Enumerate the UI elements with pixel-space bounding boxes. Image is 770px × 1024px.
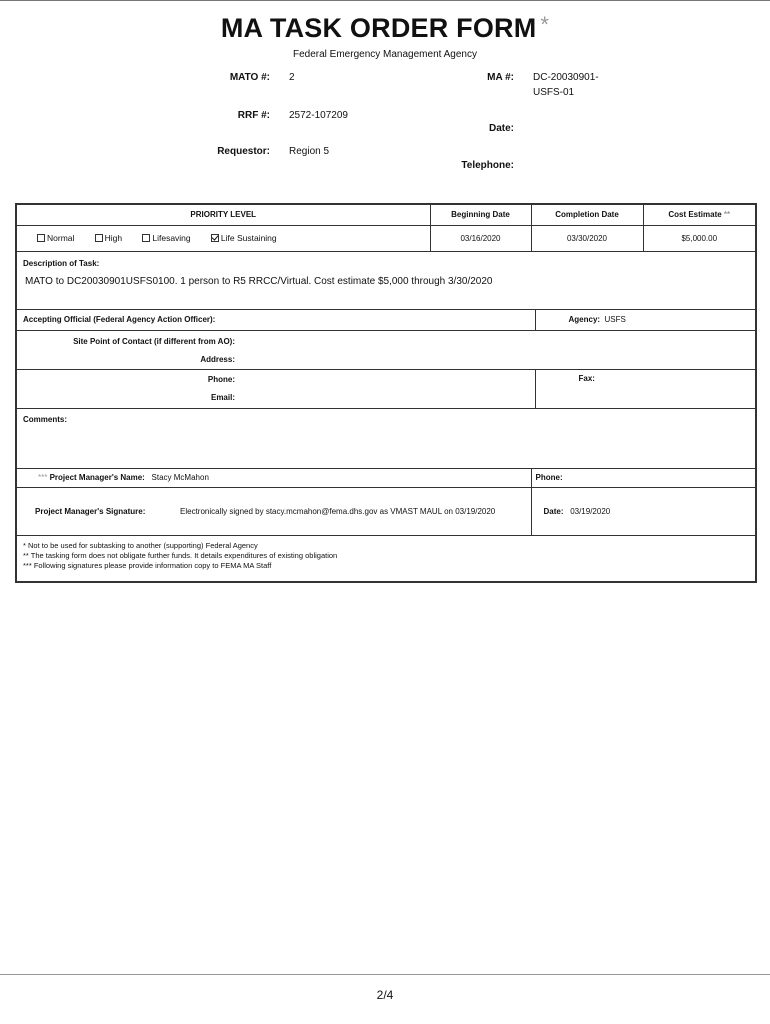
site-poc-row xyxy=(16,330,756,369)
pm-name-cell xyxy=(16,468,531,487)
agency-name: Federal Emergency Management Agency xyxy=(293,49,477,60)
form-title xyxy=(0,12,770,44)
note-2: ** The tasking form does not obligate further funds. It details expenditures of existing obligation xyxy=(23,550,338,560)
priority-options xyxy=(16,225,430,251)
note-1: * Not to be used for subtasking to another (supporting) Federal Agency xyxy=(23,540,258,550)
form-title-text: MA TASK ORDER FORM xyxy=(220,13,537,43)
checkbox-lifesaving-icon[interactable] xyxy=(142,234,150,242)
mato-label: MATO #: xyxy=(229,72,270,83)
completion-date-value: 03/30/2020 xyxy=(531,225,643,251)
title-star: * xyxy=(540,12,550,37)
notes-row xyxy=(16,535,756,582)
phone-label: Phone: xyxy=(207,375,235,384)
checkbox-life-sustaining-checked-icon[interactable] xyxy=(211,234,219,242)
pm-stars: *** xyxy=(38,473,48,482)
pm-date-label: Date: xyxy=(543,506,564,516)
phone-email-row xyxy=(16,369,756,408)
priority-label-life-sustaining: Life Sustaining xyxy=(220,233,277,243)
phone-email-cell xyxy=(16,369,535,408)
cost-estimate-header-text: Cost Estimate xyxy=(668,210,722,220)
date-label: Date: xyxy=(488,123,514,134)
requestor-label: Requestor: xyxy=(217,146,270,157)
footer-rule xyxy=(0,974,770,975)
accepting-official-label: Accepting Official (Federal Agency Action Officer): xyxy=(16,309,535,330)
agency-field-value: USFS xyxy=(604,315,626,324)
requestor-value: Region 5 xyxy=(289,146,330,157)
ma-label: MA #: xyxy=(487,72,514,83)
accepting-official-row xyxy=(16,309,756,330)
pm-name-label: Project Manager's Name: xyxy=(49,473,145,482)
pm-name-row xyxy=(16,468,756,487)
beginning-date-header: Beginning Date xyxy=(430,204,531,225)
pm-signature-row xyxy=(16,487,756,535)
pm-signature-label: Project Manager's Signature: xyxy=(35,506,146,516)
pm-phone-label: Phone: xyxy=(531,468,756,487)
priority-option-normal[interactable] xyxy=(37,233,74,243)
pm-signature-layout xyxy=(35,506,495,517)
site-poc-label: Site Point of Contact (if different from AO): xyxy=(73,337,235,346)
site-poc-cell xyxy=(16,330,756,369)
email-label: Email: xyxy=(210,393,235,402)
task-order-table xyxy=(15,203,757,583)
comments-row xyxy=(16,408,756,468)
checkbox-high-icon[interactable] xyxy=(95,234,103,242)
ma-value xyxy=(533,70,599,100)
rrf-label: RRF #: xyxy=(237,110,270,121)
description-row xyxy=(16,251,756,309)
priority-label-high: High xyxy=(104,233,123,243)
priority-label-normal: Normal xyxy=(47,233,75,243)
cost-estimate-stars: ** xyxy=(723,210,731,220)
telephone-label: Telephone: xyxy=(461,160,514,171)
cost-estimate-header xyxy=(643,204,756,225)
header-row xyxy=(16,204,756,225)
ma-value-line2: USFS-01 xyxy=(533,87,575,98)
pm-date-value: 03/19/2020 xyxy=(570,506,611,516)
ma-value-line1: DC-20030901- xyxy=(533,72,599,83)
priority-option-high[interactable] xyxy=(95,233,122,243)
priority-row xyxy=(16,225,756,251)
page-number: 2/4 xyxy=(376,988,394,1002)
priority-option-life-sustaining[interactable] xyxy=(211,233,277,243)
description-label: Description of Task: xyxy=(23,258,100,268)
address-label: Address: xyxy=(200,355,235,364)
note-3: *** Following signatures please provide information copy to FEMA MA Staff xyxy=(23,560,272,570)
description-cell xyxy=(16,251,756,309)
pm-signature-cell xyxy=(16,487,531,535)
pm-date-cell xyxy=(531,487,756,535)
completion-date-header: Completion Date xyxy=(531,204,643,225)
rrf-value: 2572-107209 xyxy=(289,110,348,121)
fax-label: Fax: xyxy=(535,369,756,408)
cost-estimate-value: $5,000.00 xyxy=(643,225,756,251)
priority-label-lifesaving: Lifesaving xyxy=(152,233,191,243)
description-text: MATO to DC20030901USFS0100. 1 person to R5 RRCC/Virtual. Cost estimate $5,000 through 3/30/2020 xyxy=(25,275,493,287)
top-rule xyxy=(0,0,770,1)
pm-signature-value: Electronically signed by stacy.mcmahon@fema.dhs.gov as VMAST MAUL on 03/19/2020 xyxy=(180,506,496,516)
beginning-date-value: 03/16/2020 xyxy=(430,225,531,251)
agency-field-label: Agency: xyxy=(568,315,601,324)
notes-cell xyxy=(16,535,756,582)
pm-name-value: Stacy McMahon xyxy=(151,473,209,482)
mato-value: 2 xyxy=(289,72,295,83)
priority-level-header: PRIORITY LEVEL xyxy=(16,204,430,225)
comments-label: Comments: xyxy=(16,408,756,468)
checkbox-normal-icon[interactable] xyxy=(37,234,45,242)
priority-option-lifesaving[interactable] xyxy=(142,233,190,243)
agency-cell xyxy=(535,309,756,330)
